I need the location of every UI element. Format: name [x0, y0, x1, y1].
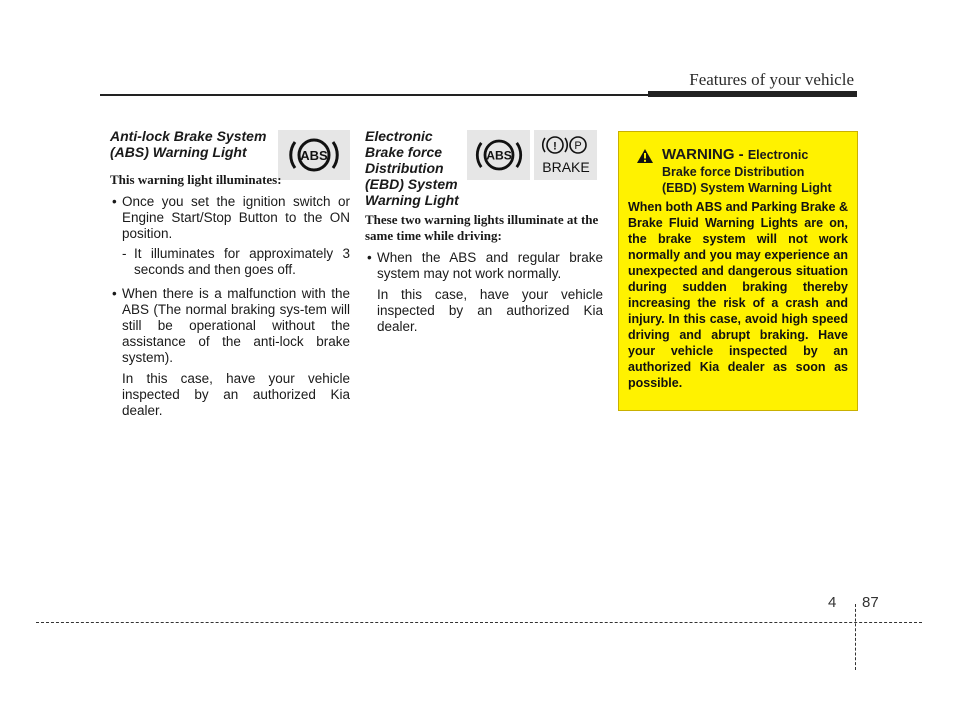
list-item: • When the ABS and regular brake system may not work normally.: [367, 250, 603, 281]
ebd-section-title: Electronic Brake force Distribution (EBD) System Warning Light: [365, 128, 459, 208]
svg-text:P: P: [573, 140, 582, 152]
abs-note: In this case, have your vehicle inspected by an authorized Kia dealer.: [122, 371, 350, 418]
abs-lead-text: This warning light illuminates:: [110, 172, 282, 187]
abs-icon-text: ABS: [485, 148, 512, 163]
list-item: • When there is a malfunction with the ABS (The normal braking sys-tem will still be operational without the assistance of the anti-lock brake system).: [112, 286, 350, 365]
page-number: 87: [862, 594, 879, 611]
header-rule-accent: [648, 91, 857, 97]
list-item: • Once you set the ignition switch or Engine Start/Stop Button to the ON position.: [112, 194, 350, 241]
warning-box: [618, 131, 858, 411]
warning-header: WARNING - Electronic Brake force Distribution (EBD) System Warning Light: [628, 146, 848, 196]
footer-divider: [855, 604, 856, 670]
warning-label: WARNING -: [662, 146, 748, 163]
ebd-lead-text: These two warning lights illuminate at the same time while driving:: [365, 212, 599, 243]
ebd-section: [365, 128, 603, 335]
header-rule: [100, 94, 656, 96]
footer-rule: [36, 622, 922, 623]
list-subitem: - It illuminates for approximately 3 seconds and then goes off.: [122, 246, 350, 277]
chapter-number: 4: [828, 594, 837, 611]
abs-section-title: Anti-lock Brake System (ABS) Warning Light: [110, 128, 267, 160]
page-header-title: Features of your vehicle: [689, 70, 854, 89]
svg-text:!: !: [552, 140, 557, 153]
brake-icon-text: BRAKE: [541, 159, 590, 175]
warning-triangle-icon: [636, 148, 654, 164]
warning-body: When both ABS and Parking Brake & Brake Fluid Warning Lights are on, the brake system will not work normally and you may experience an unexpected and dangerous situation during sudden braking thereby increasing the risk of a crash and injury. In this case, avoid high speed driving and abrupt braking. Have your vehicle inspected by an authorized Kia dealer as soon as possible.: [628, 200, 848, 390]
ebd-note: In this case, have your vehicle inspected by an authorized Kia dealer.: [377, 287, 603, 334]
abs-section: [110, 128, 350, 419]
abs-icon-text: ABS: [300, 148, 328, 163]
